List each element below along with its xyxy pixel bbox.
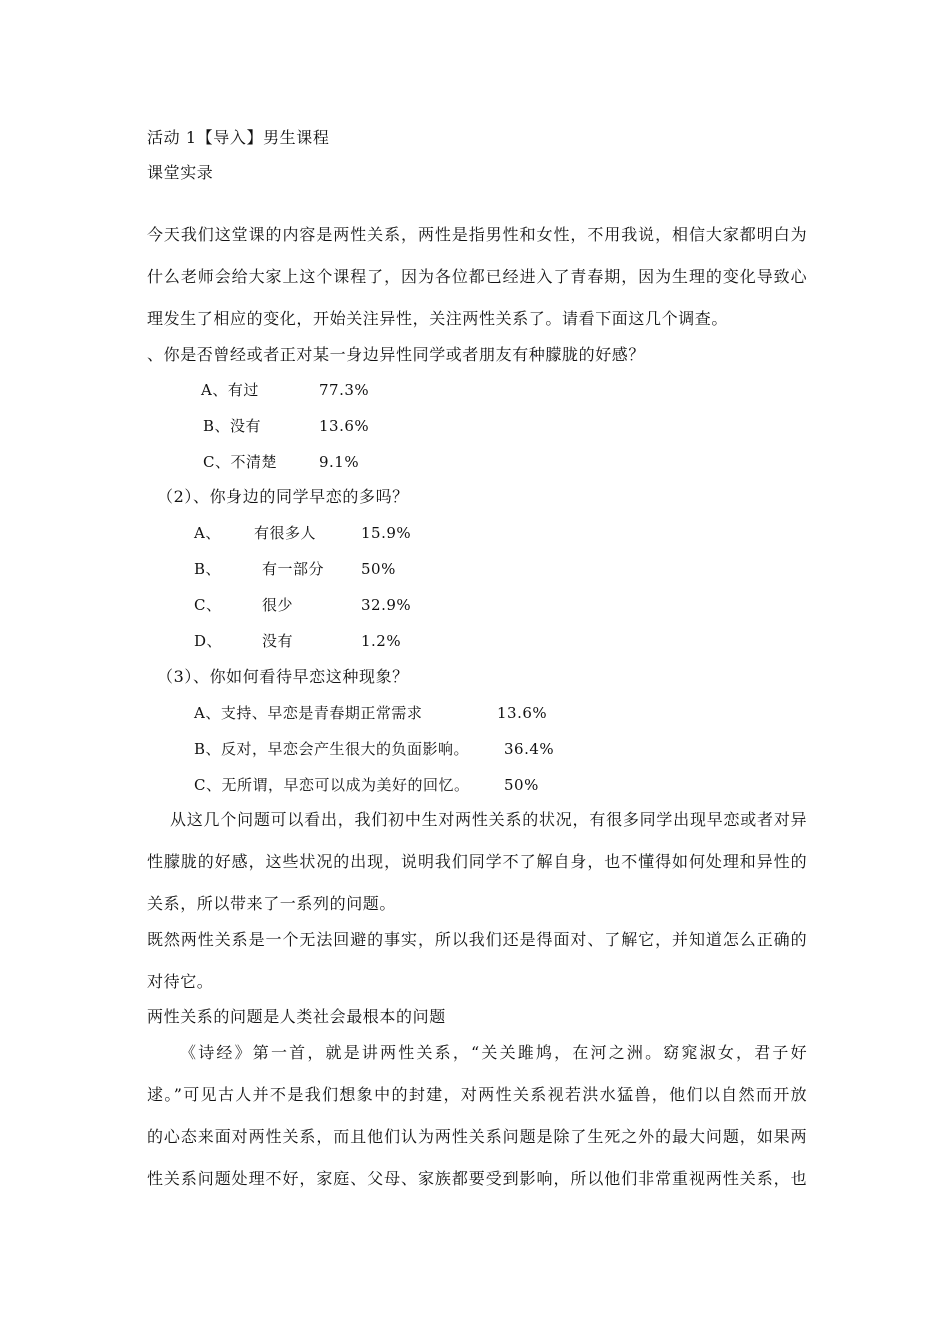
intro-line-2: 什么老师会给大家上这个课程了，因为各位都已经进入了青春期，因为生理的变化导致心 <box>147 267 807 286</box>
q2-option-a-text: 有很多人 <box>254 524 317 542</box>
q1-option-c-label: C、不清楚 <box>203 453 277 471</box>
analysis-line-1: 从这几个问题可以看出，我们初中生对两性关系的状况，有很多同学出现早恋或者对异 <box>170 810 807 829</box>
q2-option-d-value: 1.2% <box>361 632 402 650</box>
classic-line-2: 逑。”可见古人并不是我们想象中的封建，对两性关系视若洪水猛兽，他们以自然而开放 <box>147 1085 807 1104</box>
q2-option-b-text: 有一部分 <box>262 560 325 578</box>
classic-line-4: 性关系问题处理不好，家庭、父母、家族都要受到影响，所以他们非常重视两性关系，也 <box>147 1169 807 1188</box>
analysis-line-2: 性朦胧的好感，这些状况的出现，说明我们同学不了解自身，也不懂得如何处理和异性的 <box>147 852 807 871</box>
survey-question-3: （3）、你如何看待早恋这种现象？ <box>157 667 409 686</box>
q3-option-b-label: B、反对，早恋会产生很大的负面影响。 <box>194 740 470 758</box>
q1-option-b-value: 13.6% <box>319 417 370 435</box>
q2-option-b-value: 50% <box>361 560 396 578</box>
survey-question-1: 、你是否曾经或者正对某一身边异性同学或者朋友有种朦胧的好感？ <box>147 345 646 364</box>
q2-option-b-letter: B、 <box>194 560 222 578</box>
classic-line-3: 的心态来面对两性关系，而且他们认为两性关系问题是除了生死之外的最大问题，如果两 <box>147 1127 807 1146</box>
q3-option-a-label: A、支持、早恋是青春期正常需求 <box>194 704 423 722</box>
record-heading: 课堂实录 <box>147 163 214 182</box>
q2-option-a-value: 15.9% <box>361 524 412 542</box>
q2-option-d-letter: D、 <box>194 632 223 650</box>
classic-line-1: 《诗经》第一首，就是讲两性关系，“关关雎鸠，在河之洲。窈窕淑女，君子好 <box>180 1043 807 1062</box>
conclusion-line-1: 既然两性关系是一个无法回避的事实，所以我们还是得面对、了解它，并知道怎么正确的 <box>147 930 807 949</box>
section-title: 两性关系的问题是人类社会最根本的问题 <box>147 1007 446 1026</box>
analysis-line-3: 关系，所以带来了一系列的问题。 <box>147 894 397 913</box>
activity-heading: 活动 1【导入】男生课程 <box>147 128 330 147</box>
intro-line-3: 理发生了相应的变化，开始关注异性，关注两性关系了。请看下面这几个调查。 <box>147 309 729 328</box>
survey-question-2: （2）、你身边的同学早恋的多吗？ <box>157 487 409 506</box>
q2-option-c-letter: C、 <box>194 596 222 614</box>
q1-option-c-value: 9.1% <box>319 453 360 471</box>
conclusion-line-2: 对待它。 <box>147 972 214 991</box>
q3-option-a-value: 13.6% <box>497 704 548 722</box>
q3-option-c-value: 50% <box>504 776 539 794</box>
q2-option-c-value: 32.9% <box>361 596 412 614</box>
intro-line-1: 今天我们这堂课的内容是两性关系，两性是指男性和女性，不用我说，相信大家都明白为 <box>147 225 807 244</box>
q1-option-a-value: 77.3% <box>319 381 370 399</box>
q2-option-a-letter: A、 <box>194 524 221 542</box>
q3-option-c-label: C、无所谓，早恋可以成为美好的回忆。 <box>194 776 470 794</box>
q1-option-b-label: B、没有 <box>203 417 262 435</box>
q3-option-b-value: 36.4% <box>504 740 555 758</box>
q2-option-c-text: 很少 <box>262 596 294 614</box>
q2-option-d-text: 没有 <box>262 632 294 650</box>
q1-option-a-label: A、有过 <box>201 381 259 399</box>
